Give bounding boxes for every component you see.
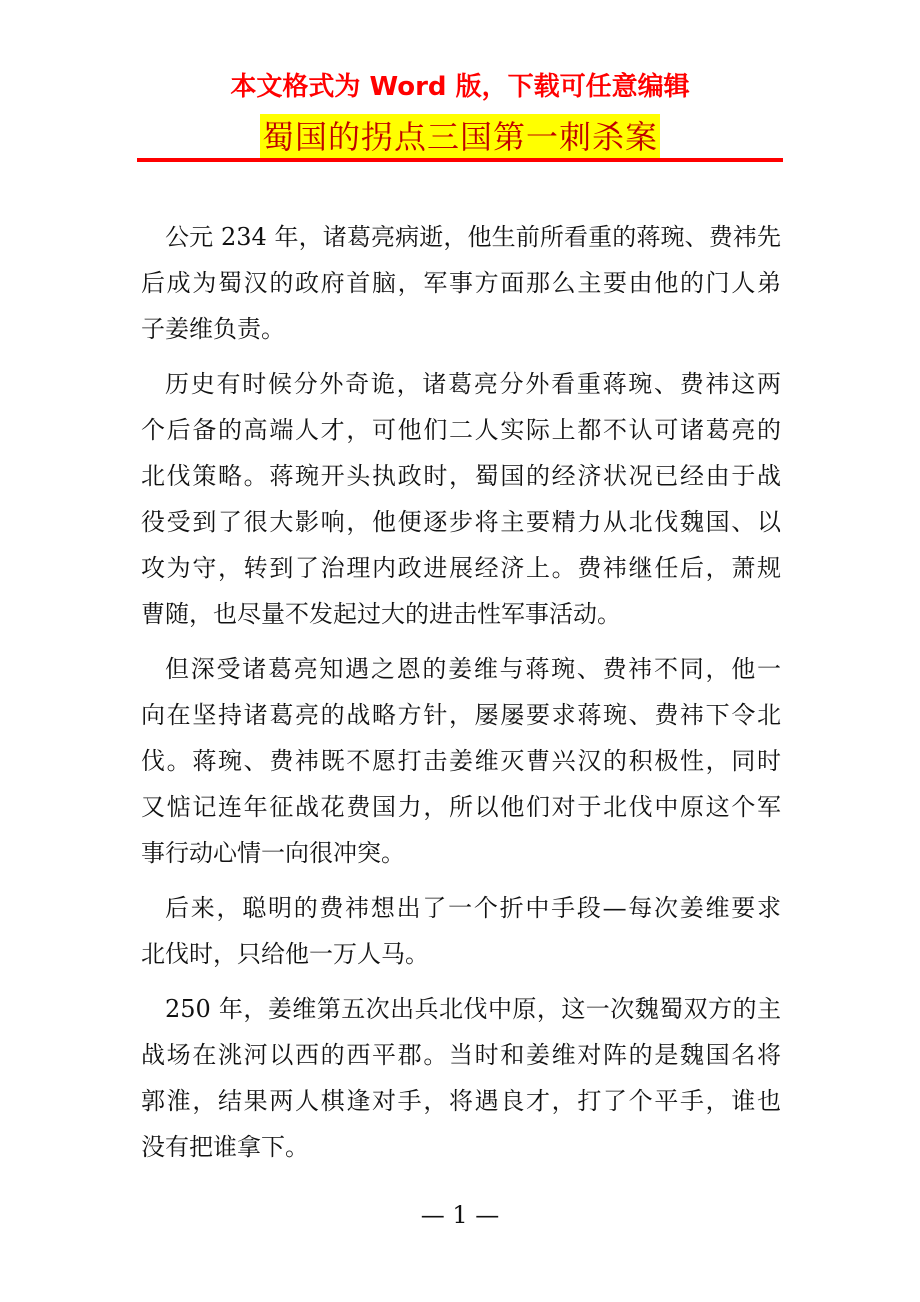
paragraph-line: 战场在洮河以西的西平郡。当时和姜维对阵的是魏国名将 bbox=[141, 1041, 781, 1069]
paragraph-line: 又惦记连年征战花费国力，所以他们对于北伐中原这个军 bbox=[141, 793, 781, 821]
paragraph-line: 但深受诸葛亮知遇之恩的姜维与蒋琬、费祎不同，他一 bbox=[165, 655, 781, 683]
paragraph-line: 后来，聪明的费祎想出了一个折中手段—每次姜维要求 bbox=[165, 894, 781, 922]
paragraph-line: 历史有时候分外奇诡，诸葛亮分外看重蒋琬、费祎这两 bbox=[165, 370, 781, 398]
paragraph-line: 事行动心情一向很冲突。 bbox=[141, 839, 405, 867]
paragraph-line: 子姜维负责。 bbox=[141, 315, 285, 343]
paragraph bbox=[141, 361, 781, 637]
paragraph-line: 曹随，也尽量不发起过大的进击性军事活动。 bbox=[141, 600, 621, 628]
paragraph-line: 个后备的高端人才，可他们二人实际上都不认可诸葛亮的 bbox=[141, 416, 781, 444]
paragraph-line: 没有把谁拿下。 bbox=[141, 1133, 309, 1161]
paragraph-line: 伐。蒋琬、费祎既不愿打击姜维灭曹兴汉的积极性，同时 bbox=[141, 747, 781, 775]
paragraph bbox=[141, 885, 781, 977]
document-title: 蜀国的拐点三国第一刺杀案 bbox=[260, 114, 660, 160]
paragraph-line: 250 年，姜维第五次出兵北伐中原，这一次魏蜀双方的主 bbox=[165, 995, 781, 1023]
paragraph bbox=[141, 986, 781, 1170]
paragraph-line: 向在坚持诸葛亮的战略方针，屡屡要求蒋琬、费祎下令北 bbox=[141, 701, 781, 729]
title-container bbox=[0, 114, 920, 160]
document-body bbox=[141, 214, 781, 1170]
paragraph-line: 役受到了很大影响，他便逐步将主要精力从北伐魏国、以 bbox=[141, 508, 781, 536]
paragraph-line: 北伐策略。蒋琬开头执政时，蜀国的经济状况已经由于战 bbox=[141, 462, 781, 490]
paragraph-line: 郭淮，结果两人棋逢对手，将遇良才，打了个平手，谁也 bbox=[141, 1087, 781, 1115]
paragraph-line: 公元 234 年，诸葛亮病逝，他生前所看重的蒋琬、费祎先 bbox=[165, 223, 781, 251]
paragraph-line: 后成为蜀汉的政府首脑，军事方面那么主要由他的门人弟 bbox=[141, 269, 781, 297]
paragraph bbox=[141, 646, 781, 876]
paragraph-line: 北伐时，只给他一万人马。 bbox=[141, 940, 429, 968]
format-notice: 本文格式为 Word 版，下载可任意编辑 bbox=[230, 72, 690, 102]
title-divider bbox=[137, 158, 783, 162]
paragraph-line: 攻为守，转到了治理内政进展经济上。费祎继任后，萧规 bbox=[141, 554, 781, 582]
page-number: — 1 — bbox=[420, 1201, 500, 1229]
paragraph bbox=[141, 214, 781, 352]
